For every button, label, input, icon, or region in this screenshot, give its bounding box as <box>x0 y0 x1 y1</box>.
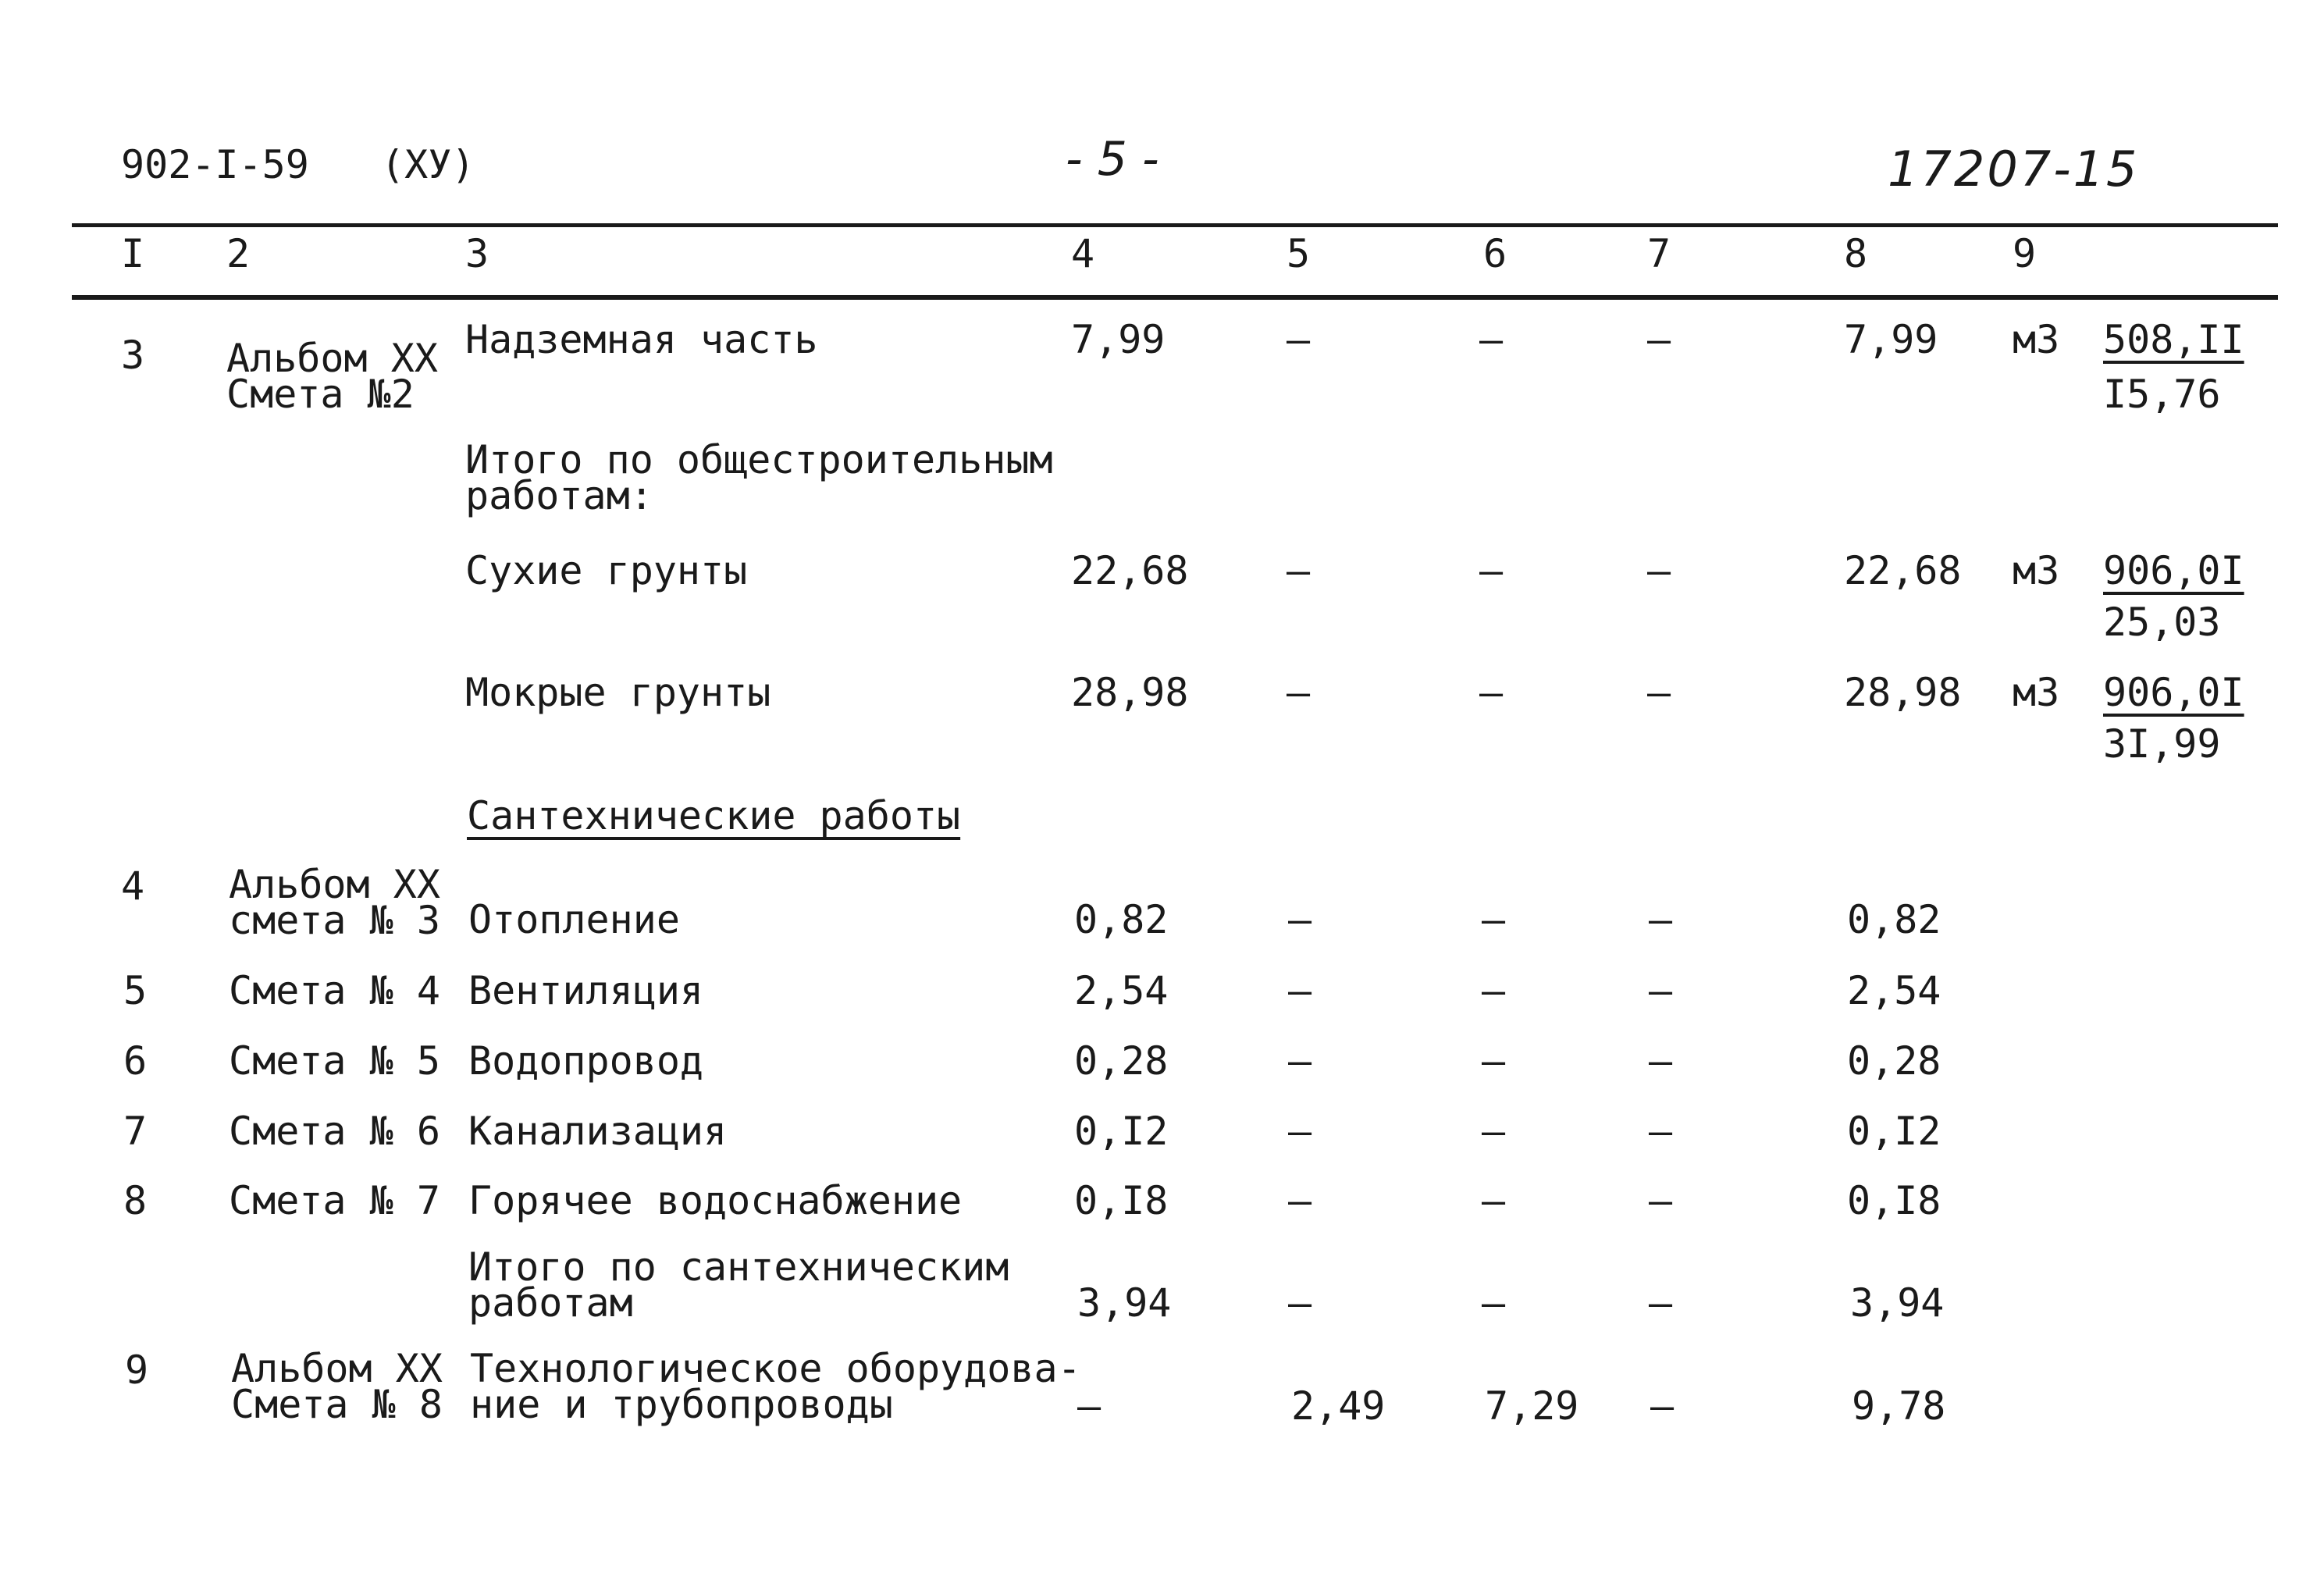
row-col5: – <box>1288 1178 1312 1223</box>
row-col8: 2,54 <box>1847 968 1941 1013</box>
row-col8: 9,78 <box>1852 1383 1946 1429</box>
column-header-7: 7 <box>1647 231 1671 276</box>
row-name: Канализация <box>468 1109 728 1154</box>
row-col5: – <box>1287 670 1311 715</box>
row-reference: Смета № 5 <box>229 1038 440 1084</box>
row-reference <box>226 336 438 417</box>
row-col8: 22,68 <box>1844 548 1962 593</box>
row-number: 9 <box>125 1347 149 1393</box>
document-code: 902-I-59 <box>121 142 309 187</box>
row-col7: – <box>1649 1280 1673 1326</box>
row-reference: Смета № 7 <box>229 1178 440 1223</box>
header-top-rule <box>72 223 2278 227</box>
row-reference <box>231 1346 443 1427</box>
row-name-line: работам <box>468 1280 633 1326</box>
column-header-2: 2 <box>226 231 251 276</box>
row-reference: Смета № 6 <box>229 1109 440 1154</box>
column-header-1: I <box>121 231 145 276</box>
row-name: Надземная часть <box>465 317 818 362</box>
row-col6: – <box>1479 670 1504 715</box>
row-reference <box>229 862 440 943</box>
row-col7: – <box>1649 897 1673 942</box>
row-col6: – <box>1479 548 1504 593</box>
row-col8: 7,99 <box>1844 317 1938 362</box>
row-col7: – <box>1649 1178 1673 1223</box>
page-number: - 5 - <box>1066 132 1159 187</box>
row-name: Горячее водоснабжение <box>468 1178 963 1223</box>
row-price-bottom: 25,03 <box>2103 600 2221 645</box>
row-col4: 28,98 <box>1071 670 1189 715</box>
row-unit: м3 <box>2013 548 2060 593</box>
row-col4: 3,94 <box>1077 1280 1172 1326</box>
stamp-number: 17207-15 <box>1888 141 2140 198</box>
row-name <box>468 1244 1009 1326</box>
row-col5: – <box>1288 897 1312 942</box>
row-col5: – <box>1287 548 1311 593</box>
row-col4: 0,I8 <box>1074 1178 1169 1223</box>
column-header-6: 6 <box>1483 231 1507 276</box>
row-name: Водопровод <box>468 1038 704 1084</box>
row-col4: 0,82 <box>1074 897 1169 942</box>
row-price-bottom: 3I,99 <box>2103 721 2221 767</box>
row-col7: – <box>1647 670 1671 715</box>
row-name: Вентиляция <box>468 968 704 1013</box>
row-name: Мокрые грунты <box>465 670 771 715</box>
row-col4: 22,68 <box>1071 548 1189 593</box>
row-col7: – <box>1650 1383 1674 1429</box>
row-reference-line: Альбом XX <box>229 862 440 907</box>
row-reference-line: Смета №2 <box>226 372 415 417</box>
row-col4: 0,28 <box>1074 1038 1169 1084</box>
row-number: 5 <box>123 968 148 1013</box>
row-col6: – <box>1482 968 1506 1013</box>
row-number: 3 <box>121 333 145 378</box>
row-col8: 0,I2 <box>1847 1109 1941 1154</box>
row-reference-line: Смета № 8 <box>231 1382 443 1427</box>
row-price-top: 906,0I <box>2103 548 2244 593</box>
row-col6: – <box>1482 1038 1506 1084</box>
column-header-8: 8 <box>1844 231 1868 276</box>
row-name-line: работам: <box>465 473 653 518</box>
row-unit: м3 <box>2013 317 2060 362</box>
row-col4: 7,99 <box>1071 317 1166 362</box>
row-price-top: 906,0I <box>2103 670 2244 715</box>
row-col5: – <box>1288 1038 1312 1084</box>
row-unit: м3 <box>2013 670 2060 715</box>
row-reference-line: Альбом XX <box>226 336 438 381</box>
row-col6: 7,29 <box>1485 1383 1579 1429</box>
section-heading: Сантехнические работы <box>467 793 961 838</box>
row-col8: 0,82 <box>1847 897 1941 942</box>
row-price-bottom: I5,76 <box>2103 372 2221 417</box>
row-col7: – <box>1649 1038 1673 1084</box>
header-bottom-rule <box>72 295 2278 300</box>
column-header-5: 5 <box>1287 231 1311 276</box>
row-col8: 3,94 <box>1850 1280 1945 1326</box>
column-header-3: 3 <box>465 231 489 276</box>
row-col5: – <box>1288 968 1312 1013</box>
row-name: Сухие грунты <box>465 548 748 593</box>
row-reference: Смета № 4 <box>229 968 440 1013</box>
row-name-line: Итого по общестроительным <box>465 437 1053 482</box>
row-number: 8 <box>123 1178 148 1223</box>
row-col6: – <box>1482 897 1506 942</box>
row-col6: – <box>1482 1178 1506 1223</box>
row-col6: – <box>1482 1280 1506 1326</box>
row-col5: – <box>1288 1109 1312 1154</box>
row-name-line: Технологическое оборудова- <box>470 1346 1081 1391</box>
row-name: Отопление <box>468 897 680 942</box>
row-col8: 28,98 <box>1844 670 1962 715</box>
row-col6: – <box>1479 317 1504 362</box>
row-col7: – <box>1649 1109 1673 1154</box>
row-reference-line: Альбом XX <box>231 1346 443 1391</box>
row-number: 7 <box>123 1109 148 1154</box>
row-number: 4 <box>121 863 145 909</box>
row-col6: – <box>1482 1109 1506 1154</box>
row-col4: 2,54 <box>1074 968 1169 1013</box>
row-name <box>470 1346 1081 1427</box>
row-col8: 0,28 <box>1847 1038 1941 1084</box>
column-header-4: 4 <box>1071 231 1095 276</box>
row-number: 6 <box>123 1038 148 1084</box>
row-col7: – <box>1647 317 1671 362</box>
row-col4: 0,I2 <box>1074 1109 1169 1154</box>
row-col7: – <box>1647 548 1671 593</box>
row-name <box>465 437 1053 518</box>
document-part: (XУ) <box>381 142 475 187</box>
row-col5: – <box>1287 317 1311 362</box>
row-col5: – <box>1288 1280 1312 1326</box>
row-col8: 0,I8 <box>1847 1178 1941 1223</box>
row-reference-line: смета № 3 <box>229 898 440 943</box>
column-header-9: 9 <box>2013 231 2037 276</box>
row-name-line: ние и трубопроводы <box>470 1382 893 1427</box>
row-col5: 2,49 <box>1291 1383 1386 1429</box>
row-name-line: Итого по сантехническим <box>468 1244 1009 1290</box>
row-col7: – <box>1649 968 1673 1013</box>
row-col4: – <box>1077 1383 1101 1429</box>
row-price-top: 508,II <box>2103 317 2244 362</box>
